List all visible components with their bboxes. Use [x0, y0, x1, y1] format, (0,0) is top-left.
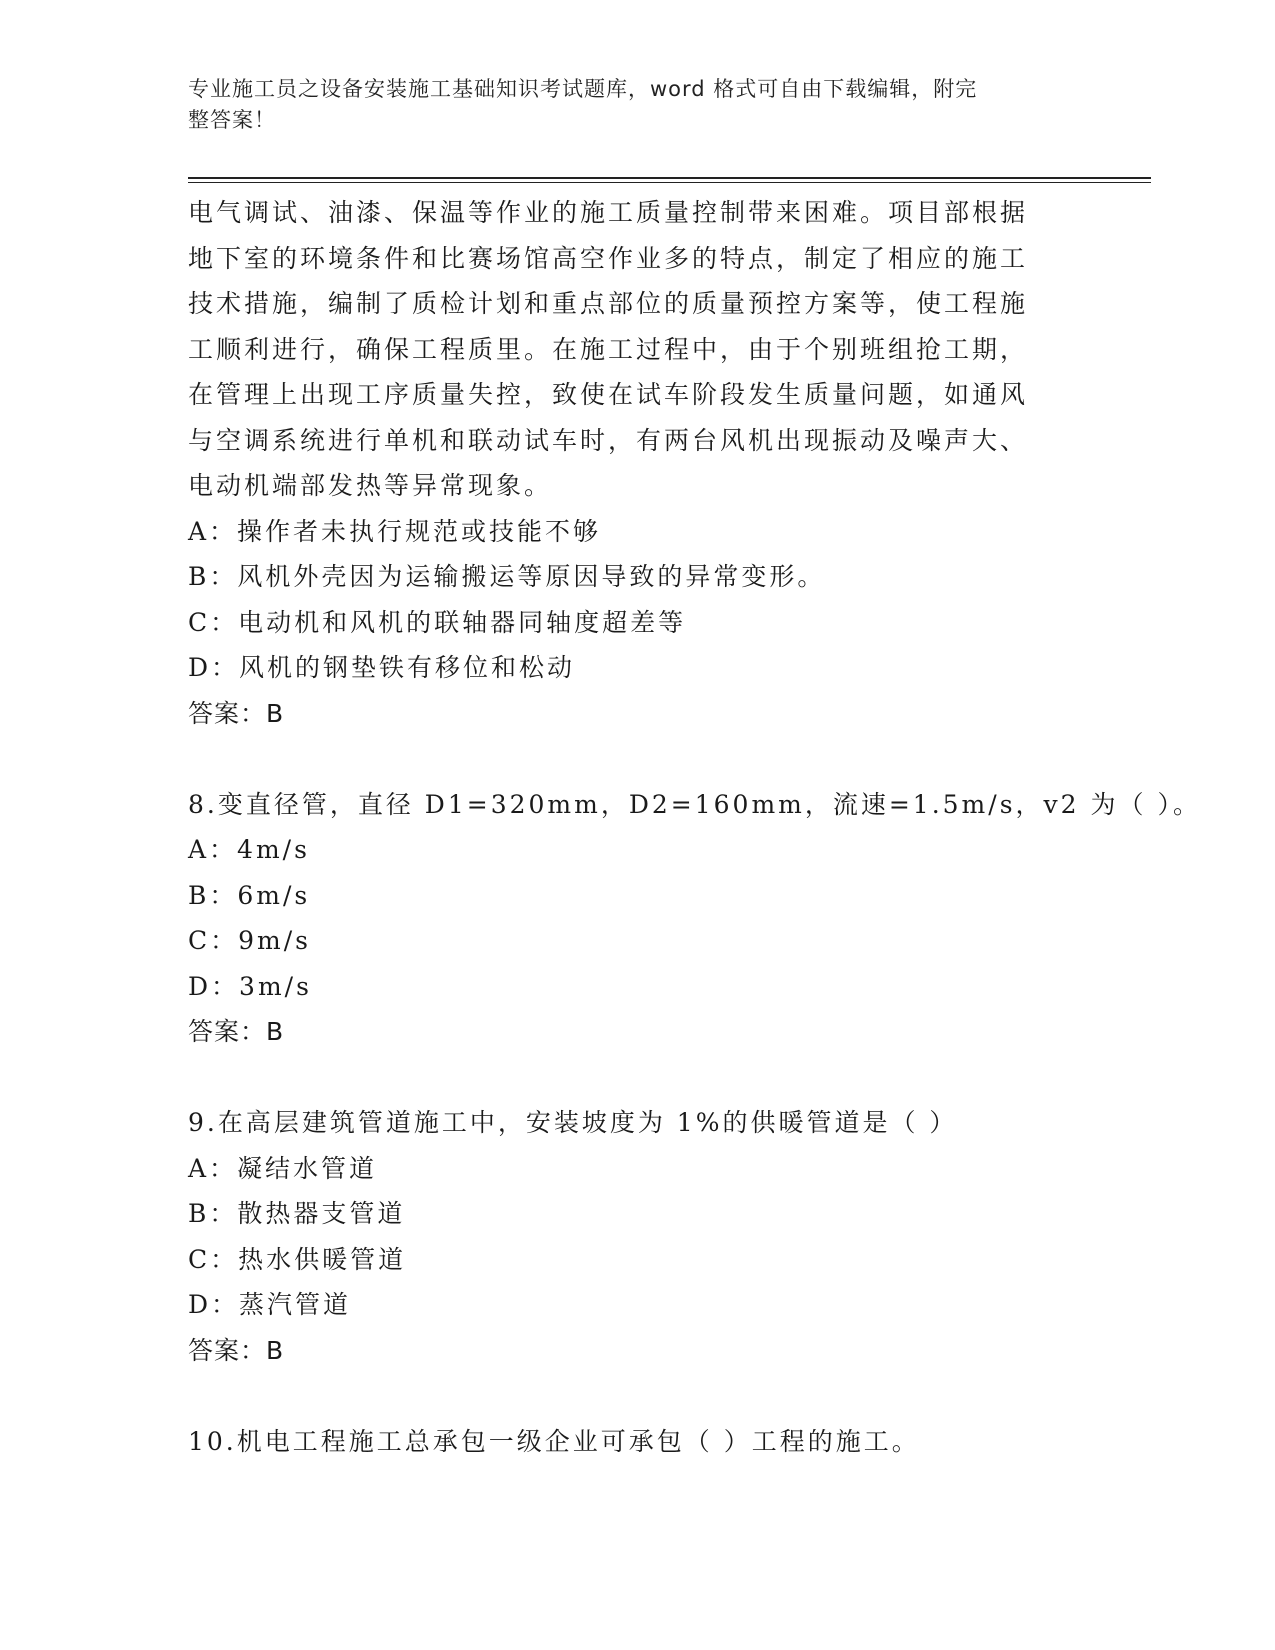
q7-option-b: B：风机外壳因为运输搬运等原因导致的异常变形。 [188, 562, 826, 591]
q8-option-c: C：9m/s [188, 926, 311, 955]
q9-option-d: D：蒸汽管道 [188, 1290, 352, 1319]
question-9: 9.在高层建筑管道施工中，安装坡度为 1%的供暖管道是（ ） [188, 1108, 958, 1137]
stem-line: 工顺利进行，确保工程质里。在施工过程中，由于个别班组抢工期， [188, 334, 1029, 364]
q8-option-a: A：4m/s [188, 835, 310, 864]
stem-line: 在管理上出现工序质量失控，致使在试车阶段发生质量问题，如通风 [188, 380, 1029, 409]
q7-option-a: A：操作者未执行规范或技能不够 [188, 516, 602, 546]
header-line-2: 整答案！ [188, 108, 276, 132]
header-rule-thick [188, 177, 1151, 179]
stem-line: 技术措施，编制了质检计划和重点部位的质量预控方案等，使工程施 [188, 289, 1029, 318]
header-rule-thin [188, 182, 1151, 183]
question-8: 8.变直径管，直径 D1=320mm，D2=160mm，流速=1.5m/s，v2 为（ ）。 [188, 789, 1201, 819]
stem-line: 电气调试、油漆、保温等作业的施工质量控制带来困难。项目部根据 [188, 198, 1029, 227]
question-10: 10.机电工程施工总承包一级企业可承包（ ）工程的施工。 [188, 1426, 920, 1456]
q8-option-d: D：3m/s [188, 971, 312, 1001]
spacer [188, 736, 1088, 782]
q7-option-c: C：电动机和风机的联轴器同轴度超差等 [188, 607, 687, 637]
spacer [188, 1373, 1088, 1419]
page-header [188, 74, 1068, 136]
q7-answer: 答案：B [188, 698, 285, 728]
q7-option-d: D：风机的钢垫铁有移位和松动 [188, 653, 576, 682]
q8-option-b: B：6m/s [188, 880, 311, 910]
header-line-1: 专业施工员之设备安装施工基础知识考试题库，word 格式可自由下载编辑，附完 [188, 77, 978, 101]
spacer [188, 1055, 1088, 1101]
stem-line: 与空调系统进行单机和联动试车时，有两台风机出现振动及噪声大、 [188, 425, 1029, 455]
q9-option-c: C：热水供暖管道 [188, 1244, 407, 1274]
document-body [188, 190, 1201, 1464]
stem-line: 电动机端部发热等异常现象。 [188, 471, 553, 500]
question-7-stem [188, 190, 1088, 509]
q8-answer: 答案：B [188, 1017, 285, 1046]
stem-line: 地下室的环境条件和比赛场馆高空作业多的特点，制定了相应的施工 [188, 243, 1029, 273]
q9-answer: 答案：B [188, 1335, 285, 1365]
q9-option-a: A：凝结水管道 [188, 1153, 378, 1183]
q9-option-b: B：散热器支管道 [188, 1199, 406, 1228]
